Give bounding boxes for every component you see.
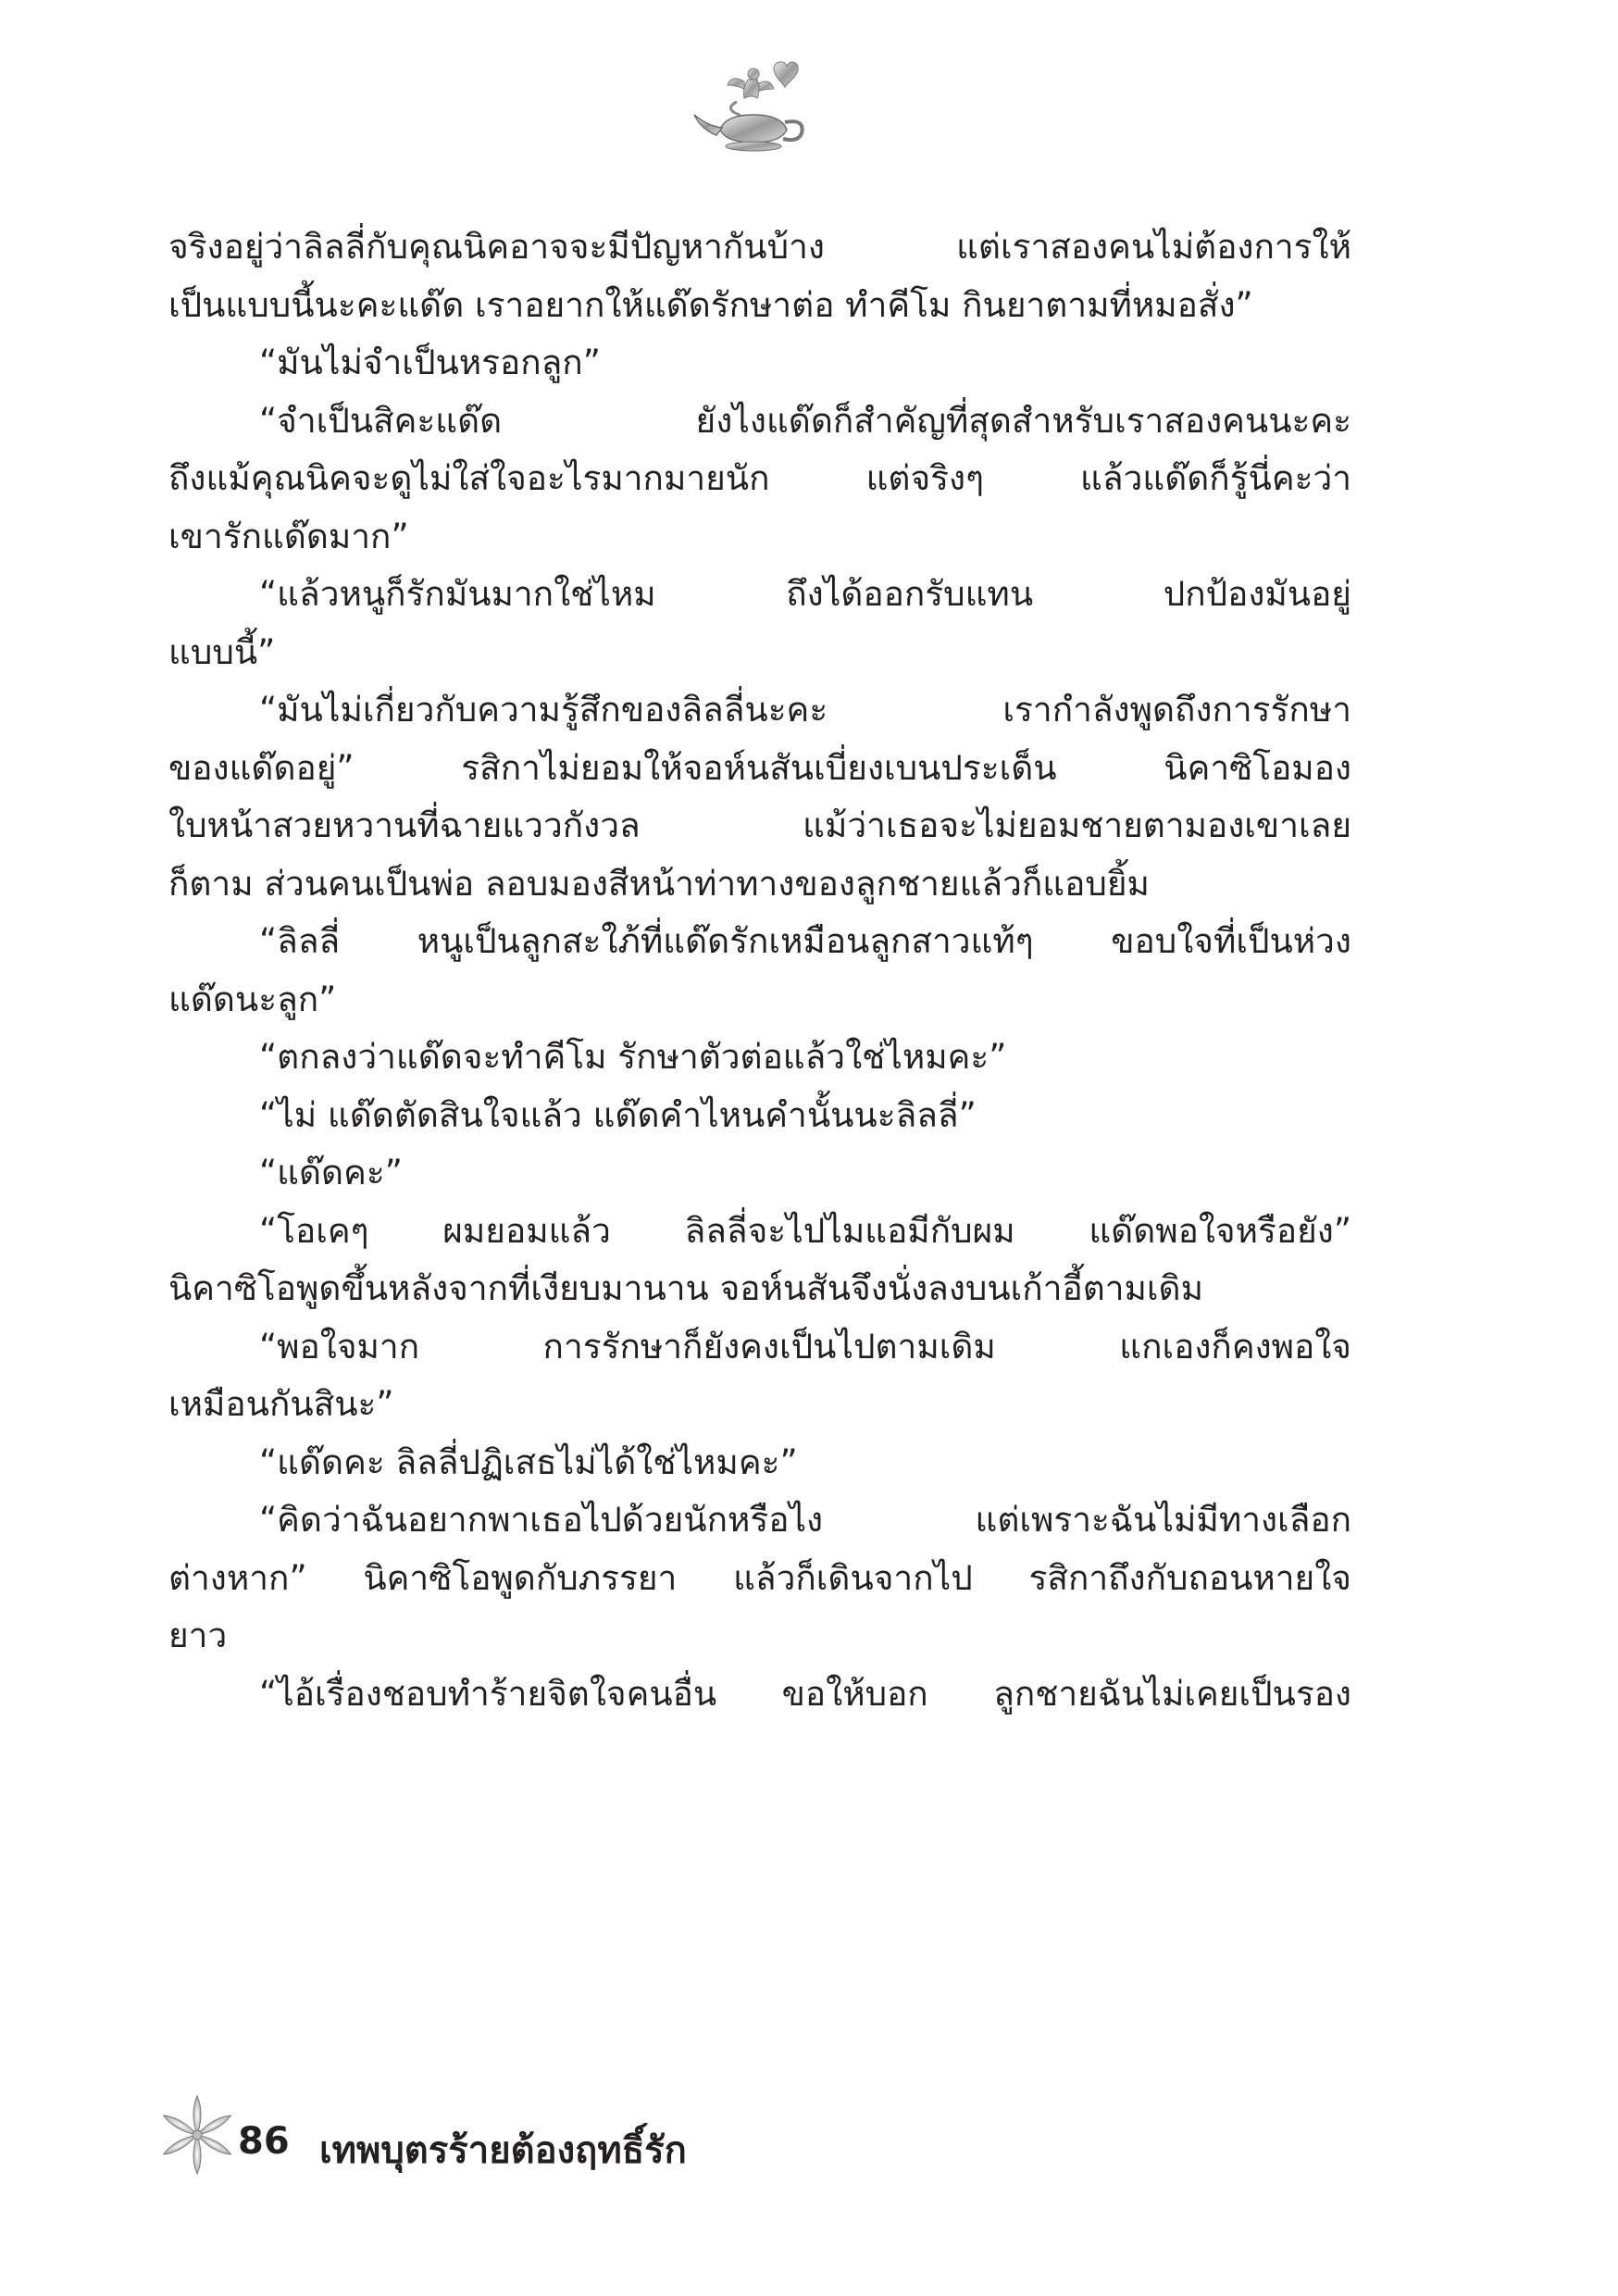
text-line: “โอเคๆ ผมยอมแล้ว ลิลลี่จะไปไมแอมีกับผม แด๊ดพอใจหรือยัง” (259, 1210, 1351, 1251)
text-line: แด๊ดนะลูก” (168, 979, 337, 1019)
page-footer (153, 2092, 986, 2185)
teapot-cupid-ornament-icon (689, 57, 818, 159)
text-line: ของแด๊ดอยู่” รสิกาไม่ยอมให้จอห์นสันเบี่ยงเบนประเด็น นิคาซิโอมอง (168, 747, 1351, 788)
text-line: “ไม่ แด๊ดตัดสินใจแล้ว แด๊ดคำไหนคำนั้นนะลิลลี่” (259, 1094, 977, 1135)
page-number: 86 (238, 2120, 290, 2163)
text-line: เขารักแด๊ดมาก” (168, 516, 409, 556)
text-line: “มันไม่เกี่ยวกับความรู้สึกของลิลลี่นะคะ เรากำลังพูดถึงการรักษา (259, 690, 1351, 730)
text-line: “มันไม่จำเป็นหรอกลูก” (259, 343, 601, 382)
text-line: จริงอยู่ว่าลิลลี่กับคุณนิคอาจจะมีปัญหากันบ้าง แต่เราสองคนไม่ต้องการให้ (168, 227, 1351, 267)
text-line: ถึงแม้คุณนิคจะดูไม่ใส่ใจอะไรมากมายนัก แต่จริงๆ แล้วแด๊ดก็รู้นี่คะว่า (168, 458, 1351, 498)
text-line: ก็ตาม ส่วนคนเป็นพ่อ ลอบมองสีหน้าท่าทางของลูกชายแล้วก็แอบยิ้ม (168, 863, 1150, 904)
text-line: ยาว (168, 1616, 228, 1655)
text-line: นิคาซิโอพูดขึ้นหลังจากที่เงียบมานาน จอห์นสันจึงนั่งลงบนเก้าอี้ตามเดิม (168, 1268, 1203, 1308)
text-line: แบบนี้” (168, 631, 276, 672)
text-line: ต่างหาก” นิคาซิโอพูดกับภรรยา แล้วก็เดินจากไป รสิกาถึงกับถอนหายใจ (168, 1557, 1351, 1598)
text-line: เป็นแบบนี้นะคะแด๊ด เราอยากให้แด๊ดรักษาต่อ ทำคีโม กินยาตามที่หมอสั่ง” (168, 284, 1253, 325)
text-line: “ตกลงว่าแด๊ดจะทำคีโม รักษาตัวต่อแล้วใช่ไหมคะ” (259, 1037, 1007, 1077)
text-line: “แด๊ดคะ” (259, 1153, 403, 1192)
text-line: เหมือนกันสินะ” (168, 1384, 394, 1424)
book-title: เทพบุตรร้ายต้องฤทธิ์รัก (319, 2129, 687, 2172)
text-line: “คิดว่าฉันอยากพาเธอไปด้วยนักหรือไง แต่เพราะฉันไม่มีทางเลือก (259, 1500, 1351, 1540)
text-line: “ลิลลี่ หนูเป็นลูกสะใภ้ที่แด๊ดรักเหมือนลูกสาวแท้ๆ ขอบใจที่เป็นห่วง (259, 921, 1351, 961)
lily-flower-icon (153, 2092, 243, 2180)
body-text (168, 218, 1351, 2089)
text-line: “พอใจมาก การรักษาก็ยังคงเป็นไปตามเดิม แกเองก็คงพอใจ (259, 1326, 1351, 1366)
text-line: “แด๊ดคะ ลิลลี่ปฏิเสธไม่ได้ใช่ไหมคะ” (259, 1441, 798, 1482)
text-line: “จำเป็นสิคะแด๊ด ยังไงแด๊ดก็สำคัญที่สุดสำหรับเราสองคนนะคะ (259, 400, 1351, 441)
text-line: “ไอ้เรื่องชอบทำร้ายจิตใจคนอื่น ขอให้บอก ลูกชายฉันไม่เคยเป็นรอง (259, 1673, 1351, 1714)
text-line: “แล้วหนูก็รักมันมากใช่ไหม ถึงได้ออกรับแทน ปกป้องมันอยู่ (259, 574, 1351, 614)
text-line: ใบหน้าสวยหวานที่ฉายแววกังวล แม้ว่าเธอจะไม่ยอมชายตามองเขาเลย (168, 805, 1351, 845)
